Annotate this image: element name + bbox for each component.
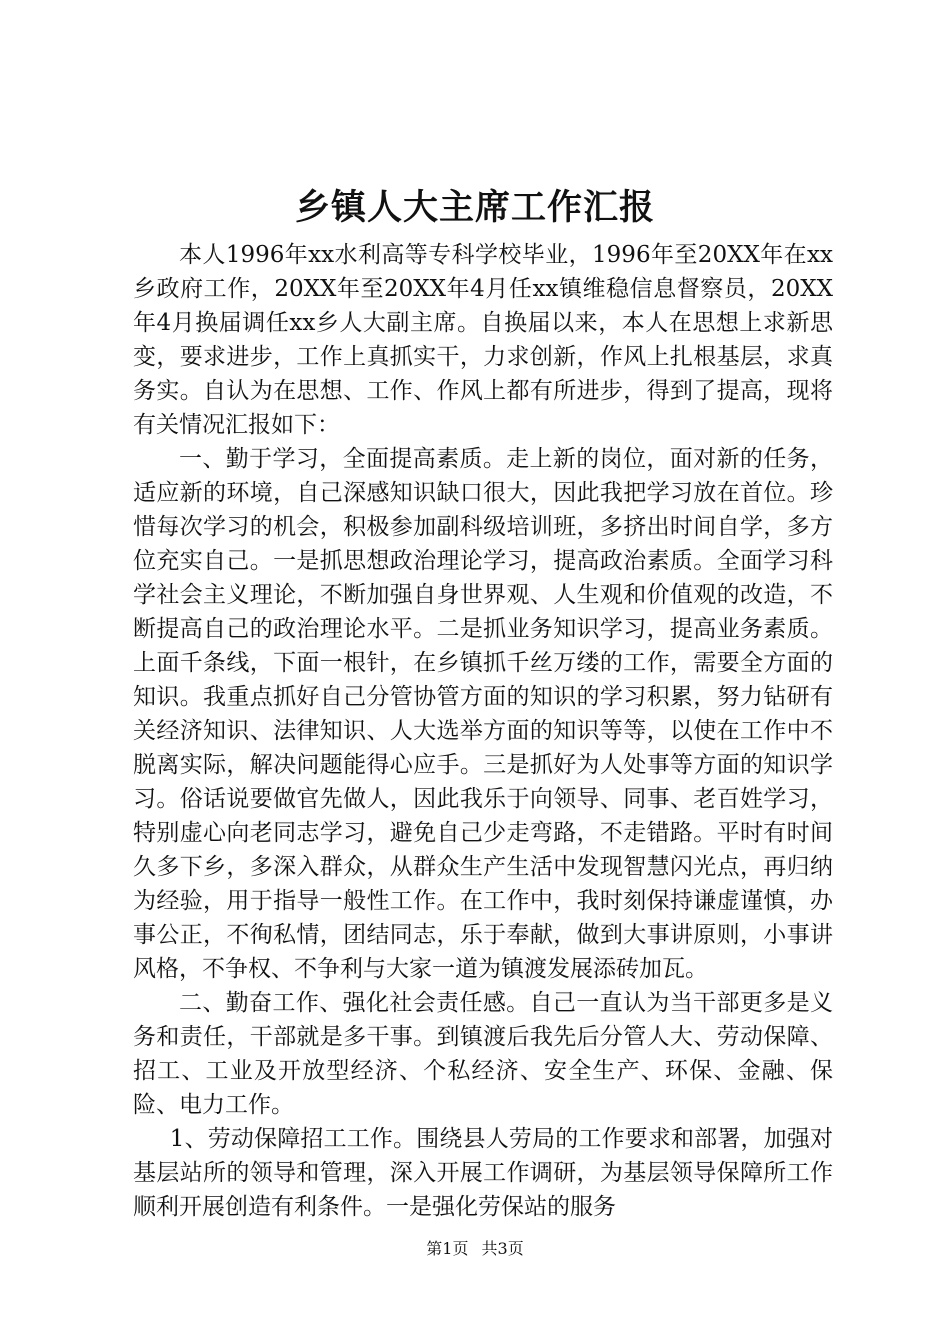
page-footer — [0, 1238, 950, 1260]
paragraph-labor-security: 1、劳动保障招工工作。围绕县人劳局的工作要求和部署，加强对基层站所的领导和管理，深入开展工作调研，为基层领导保障所工作顺利开展创造有利条件。一是强化劳保站的服务 — [133, 1126, 833, 1220]
document-body — [133, 238, 833, 1224]
paragraph-study: 一、勤于学习，全面提高素质。走上新的岗位，面对新的任务，适应新的环境，自己深感知识缺口很大，因此我把学习放在首位。珍惜每次学习的机会，积极参加副科级培训班，多挤出时间自学，多方位充实自己。一是抓思想政治理论学习，提高政治素质。全面学习科学社会主义理论，不断加强自身世界观、人生观和价值观的改造，不断提高自己的政治理论水平。二是抓业务知识学习，提高业务素质。上面千条线，下面一根针，在乡镇抓千丝万缕的工作，需要全方面的知识。我重点抓好自己分管协管方面的知识的学习积累，努力钻研有关经济知识、法律知识、人大选举方面的知识等等，以使在工作中不脱离实际，解决问题能得心应手。三是抓好为人处事等方面的知识学习。俗话说要做官先做人，因此我乐于向领导、同事、老百姓学习，特别虚心向老同志学习，避免自己少走弯路，不走错路。平时有时间久多下乡，多深入群众，从群众生产生活中发现智慧闪光点，再归纳为经验，用于指导一般性工作。在工作中，我时刻保持谦虚谨慎，办事公正，不徇私情，团结同志，乐于奉献，做到大事讲原则，小事讲风格，不争权、不争利与大家一道为镇渡发展添砖加瓦。 — [133, 446, 833, 982]
paragraph-intro: 本人1996年xx水利高等专科学校毕业，1996年至20XX年在xx乡政府工作，20XX年至20XX年4月任xx镇维稳信息督察员，20XX年4月换届调任xx乡人大副主席。自换届以来，本人在思想上求新思变，要求进步，工作上真抓实干，力求创新，作风上扎根基层，求真务实。自认为在思想、工作、作风上都有所进步，得到了提高，现将有关情况汇报如下： — [133, 242, 833, 438]
paragraph-work: 二、勤奋工作、强化社会责任感。自己一直认为当干部更多是义务和责任，干部就是多干事。到镇渡后我先后分管人大、劳动保障、招工、工业及开放型经济、个私经济、安全生产、环保、金融、保险、电力工作。 — [133, 990, 833, 1118]
document-title: 乡镇人大主席工作汇报 — [294, 187, 655, 228]
page-number: 第1页 — [426, 1239, 469, 1258]
page-total: 共3页 — [481, 1239, 524, 1258]
